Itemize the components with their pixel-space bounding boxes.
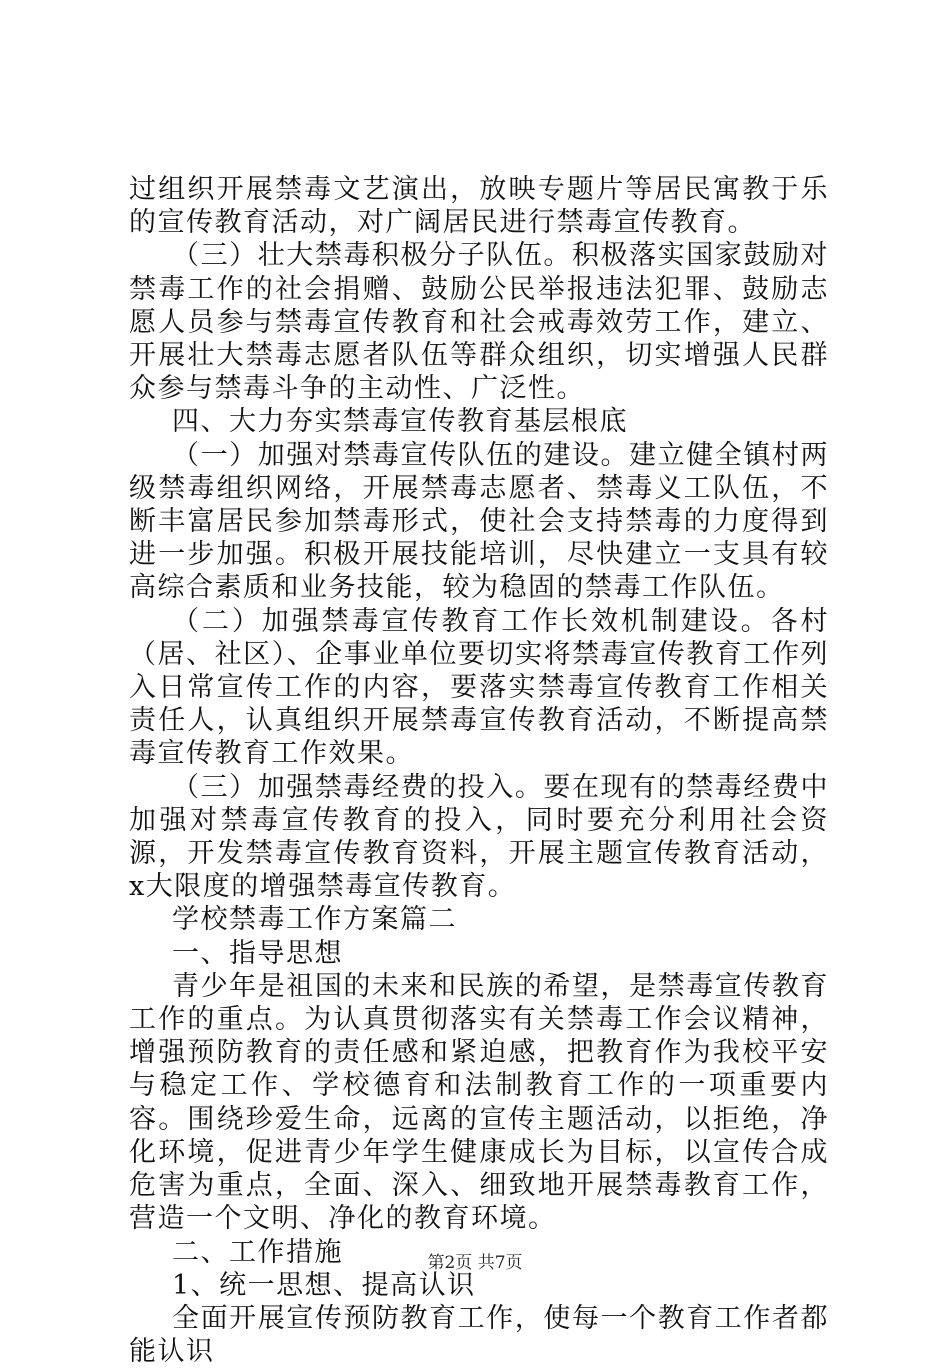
section-heading-four: 四、大力夯实禁毒宣传教育基层根底	[172, 406, 628, 438]
paragraph-volunteer-team: （三）壮大禁毒积极分子队伍。积极落实国家鼓励对禁毒工作的社会捐赠、鼓励公民举报违法犯罪、鼓励志愿人员参与禁毒宣传教育和社会戒毒效劳工作，建立、开展壮大禁毒志愿者队伍等群众组织，切实增强人民群众参与禁毒斗争的主动性、广泛性。	[129, 240, 829, 405]
chapter-title: 学校禁毒工作方案篇二	[172, 904, 457, 936]
section-heading-measures: 二、工作措施	[172, 1236, 343, 1268]
paragraph-team-building: （一）加强对禁毒宣传队伍的建设。建立健全镇村两级禁毒组织网络，开展禁毒志愿者、禁毒义工队伍，不断丰富居民参加禁毒形式，使社会支持禁毒的力度得到进一步加强。积极开展技能培训，尽快建立一支具有较高综合素质和业务技能，较为稳固的禁毒工作队伍。	[129, 439, 829, 604]
document-body	[129, 173, 829, 1368]
section-heading-guiding-thought: 一、指导思想	[172, 937, 343, 969]
page-footer: 第2页 共7页	[427, 1253, 523, 1273]
subheading-unify-thinking: 1、统一思想、提高认识	[172, 1269, 476, 1301]
paragraph-long-term-mechanism: （二）加强禁毒宣传教育工作长效机制建设。各村（居、社区）、企事业单位要切实将禁毒宣传教育工作列入日常宣传工作的内容，要落实禁毒宣传教育工作相关责任人，认真组织开展禁毒宣传教育活动，不断提高禁毒宣传教育工作效果。	[129, 605, 829, 770]
paragraph-measures-start: 全面开展宣传预防教育工作，使每一个教育工作者都能认识	[129, 1302, 829, 1368]
paragraph-continuation: 过组织开展禁毒文艺演出，放映专题片等居民寓教于乐的宣传教育活动，对广阔居民进行禁毒宣传教育。	[129, 174, 829, 239]
paragraph-funding: （三）加强禁毒经费的投入。要在现有的禁毒经费中加强对禁毒宣传教育的投入，同时要充分利用社会资源，开发禁毒宣传教育资料，开展主题宣传教育活动，x大限度的增强禁毒宣传教育。	[129, 771, 829, 903]
paragraph-guiding-thought: 青少年是祖国的未来和民族的希望，是禁毒宣传教育工作的重点。为认真贯彻落实有关禁毒工作会议精神，增强预防教育的责任感和紧迫感，把教育作为我校平安与稳定工作、学校德育和法制教育工作的一项重要内容。围绕珍爱生命，远离的宣传主题活动，以拒绝，净化环境，促进青少年学生健康成长为目标，以宣传合成危害为重点，全面、深入、细致地开展禁毒教育工作，营造一个文明、净化的教育环境。	[129, 970, 829, 1235]
